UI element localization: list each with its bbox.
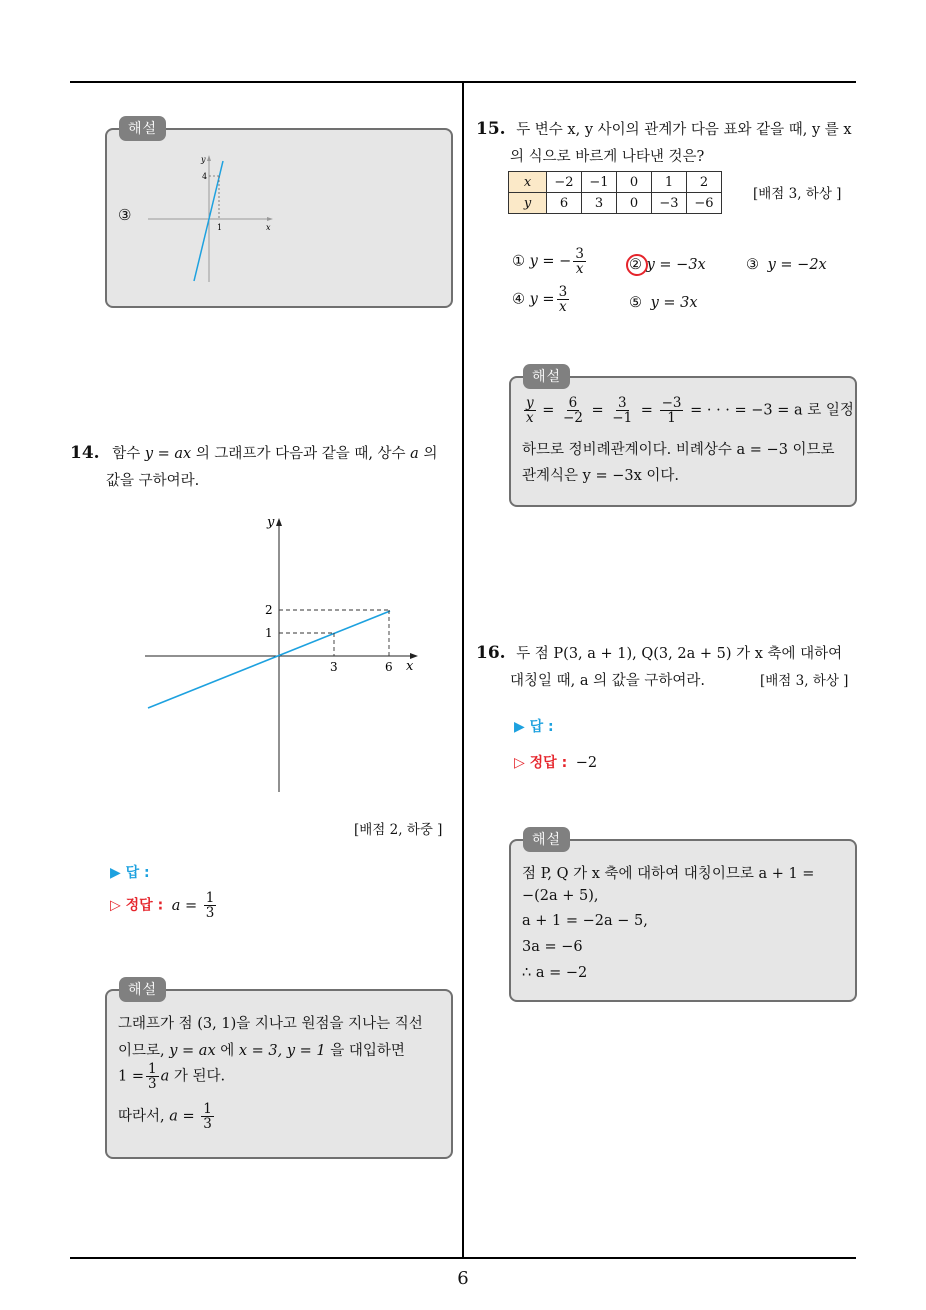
prev-explain-tag: 해설 (119, 116, 166, 141)
q14-graph-y-tick-1: 1 (265, 626, 273, 640)
q15-value-table (508, 171, 722, 214)
q15-explain-line1: $\frac{y}{x}$ = $\frac{6}{-2}$ = $\frac{3}{-1}$ = $\frac{-3}{1}$ = · · · = −3 = a 로 일정 (526, 395, 854, 427)
q16-explain-line1: 점 P, Q 가 x 축에 대하여 대칭이므로 a + 1 = (522, 866, 815, 882)
q14-graph (140, 510, 430, 795)
column-divider (462, 81, 464, 1259)
q14-correct-label: ▷ 정답 : (110, 897, 164, 914)
q14-graph-y-label: y (267, 515, 275, 530)
q16-line2: 대칭일 때, a 의 값을 구하여라. (510, 673, 705, 689)
table-row: x −2 −1 0 1 2 (509, 172, 722, 193)
mini-graph-x-tick: 1 (217, 223, 223, 232)
q16-correct-label: ▷ 정답 : (514, 755, 568, 771)
q16-explain-line4: 3a = −6 (522, 939, 583, 955)
q14-explain-line3: 1 = $\frac{1}{3}$ a 가 된다. (118, 1061, 226, 1093)
q14-explain-tag: 해설 (119, 977, 166, 1002)
q16-explain-line5: ∴ a = −2 (522, 965, 588, 981)
q14-line2: 값을 구하여라. (106, 473, 200, 489)
q15-score: [배점 3, 하상 ] (753, 186, 842, 202)
mini-graph-y-tick: 4 (202, 172, 208, 181)
q16-score: [배점 3, 하상 ] (760, 673, 849, 689)
q15-line1: 15. 두 변수 x, y 사이의 관계가 다음 표와 같을 때, y 를 x (476, 119, 852, 139)
q16-explain-line2: −(2a + 5), (522, 888, 599, 904)
q14-explain-line2: 이므로, y = ax 에 x = 3, y = 1 을 대입하면 (118, 1043, 405, 1059)
q14-explain-line4: 따라서, a = $\frac{1}{3}$ (118, 1101, 212, 1133)
q15-number: 15. (476, 119, 506, 139)
q14-explain-line1: 그래프가 점 (3, 1)을 지나고 원점을 지나는 직선 (118, 1016, 423, 1032)
q16-explain-tag: 해설 (523, 827, 570, 852)
mini-graph-x-label: x (266, 223, 271, 232)
q16-number: 16. (476, 643, 506, 663)
q16-answer-label: ▶ 답 : (514, 719, 554, 735)
q14-graph-x-label: x (406, 659, 414, 674)
q15-choice-5[interactable]: ⑤ y = 3x (629, 295, 698, 311)
table-row: y 6 3 0 −3 −6 (509, 193, 722, 214)
q15-choice-3[interactable]: ③ y = −2x (746, 257, 827, 273)
q15-explain-line2: 하므로 정비례관계이다. 비례상수 a = −3 이므로 (522, 442, 835, 458)
q14-graph-y-tick-2: 2 (265, 603, 273, 617)
q15-explain-line3: 관계식은 y = −3x 이다. (522, 468, 679, 484)
mini-graph (140, 150, 280, 285)
mini-graph-y-label: y (201, 155, 206, 164)
q14-correct-fraction: $\frac{1}{3}$ (205, 890, 215, 922)
q14-score: [배점 2, 하중 ] (354, 822, 443, 838)
q14-number: 14. (70, 443, 100, 463)
q14-line1: 14. 함수 y = ax 의 그래프가 다음과 같을 때, 상수 a 의 (70, 443, 438, 463)
q16-correct: ▷ 정답 : −2 (514, 755, 598, 771)
page-number: 6 (457, 1268, 469, 1289)
q15-explain-tag: 해설 (523, 364, 570, 389)
q15-line2: 의 식으로 바르게 나타낸 것은? (510, 149, 705, 165)
q15-choice-2[interactable]: ② y = −3x (629, 257, 706, 273)
bottom-rule (70, 1257, 856, 1259)
q16-explain-line3: a + 1 = −2a − 5, (522, 913, 648, 929)
q15-choice-1[interactable]: ① y = − $\frac{3}{x}$ (512, 246, 584, 278)
q14-graph-x-tick-3: 3 (330, 660, 338, 674)
q14-graph-x-tick-6: 6 (385, 660, 393, 674)
q14-answer-label: ▶ 답 : (110, 865, 150, 881)
q14-correct: ▷ 정답 : a = $\frac{1}{3}$ (110, 890, 215, 922)
q16-line1: 16. 두 점 P(3, a + 1), Q(3, 2a + 5) 가 x 축에 대하여 (476, 643, 843, 663)
prev-choice-mark: ③ (118, 206, 132, 224)
q15-choice-4[interactable]: ④ y = $\frac{3}{x}$ (512, 284, 568, 316)
